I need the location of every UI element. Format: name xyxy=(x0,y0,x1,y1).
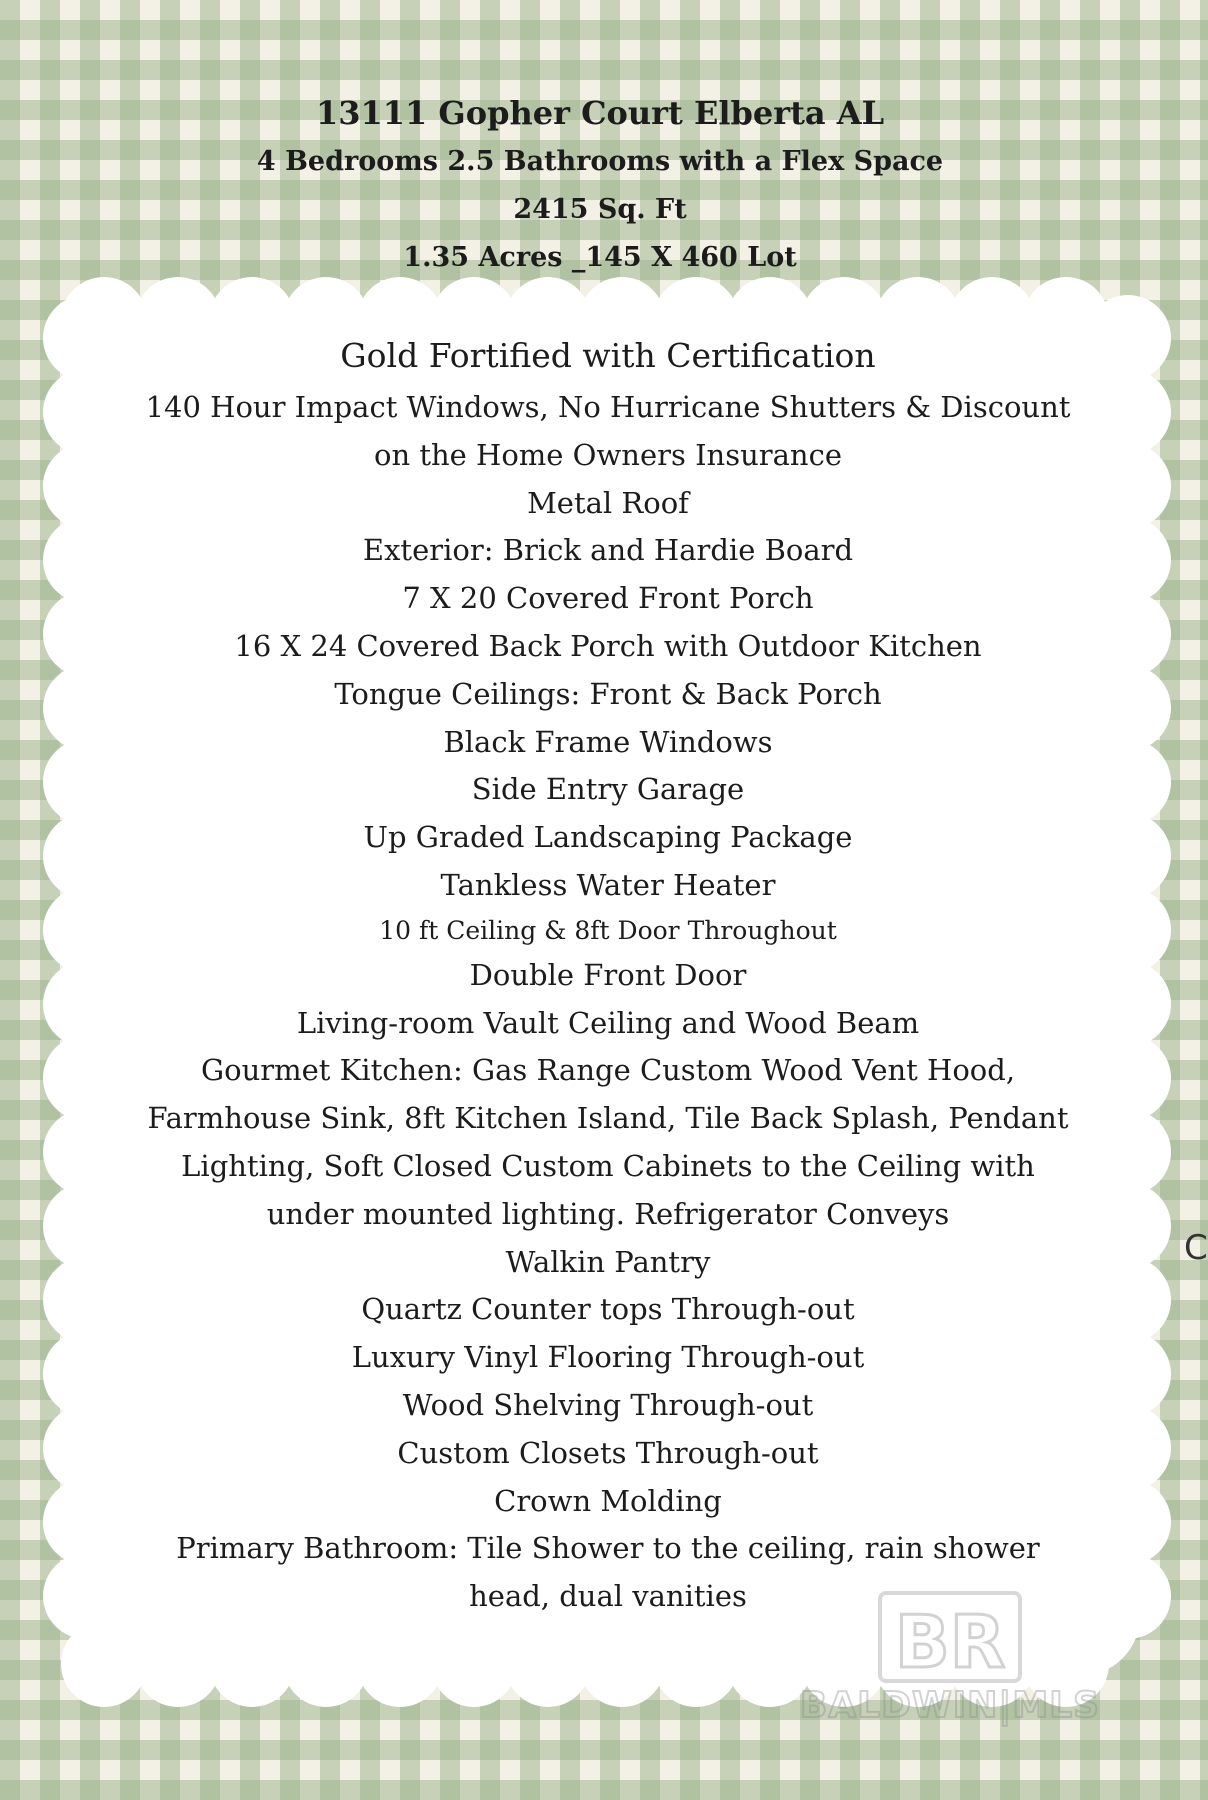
feature-line: Walkin Pantry xyxy=(505,1244,711,1279)
feature-line: under mounted lighting. Refrigerator Conveys xyxy=(266,1196,950,1231)
lot-size: 1.35 Acres _145 X 460 Lot xyxy=(403,242,797,273)
features-list xyxy=(100,328,1116,1621)
feature-line: on the Home Owners Insurance xyxy=(373,437,843,472)
edge-glyph: C xyxy=(1184,1228,1208,1268)
feature-line: 10 ft Ceiling & 8ft Door Throughout xyxy=(379,915,837,945)
feature-line: Gold Fortified with Certification xyxy=(340,336,876,375)
listing-header xyxy=(0,88,1200,282)
feature-line: Up Graded Landscaping Package xyxy=(363,820,853,855)
feature-line: 140 Hour Impact Windows, No Hurricane Shutters & Discount xyxy=(145,390,1071,424)
feature-line: 16 X 24 Covered Back Porch with Outdoor Kitchen xyxy=(234,628,982,663)
feature-line: Side Entry Garage xyxy=(471,772,745,807)
feature-line: Double Front Door xyxy=(469,957,747,992)
address-title: 13111 Gopher Court Elberta AL xyxy=(315,94,885,132)
feature-line: Gourmet Kitchen: Gas Range Custom Wood Vent Hood, xyxy=(200,1053,1016,1088)
feature-line: Primary Bathroom: Tile Shower to the ceiling, rain shower xyxy=(176,1531,1040,1566)
feature-line: Metal Roof xyxy=(527,485,689,520)
beds-baths: 4 Bedrooms 2.5 Bathrooms with a Flex Space xyxy=(256,146,944,177)
feature-line: Living-room Vault Ceiling and Wood Beam xyxy=(296,1005,920,1040)
feature-line: Quartz Counter tops Through-out xyxy=(361,1292,855,1327)
feature-line: Lighting, Soft Closed Custom Cabinets to the Ceiling with xyxy=(181,1148,1035,1183)
feature-line: Exterior: Brick and Hardie Board xyxy=(362,533,854,568)
feature-line: Tongue Ceilings: Front & Back Porch xyxy=(334,676,882,711)
square-footage: 2415 Sq. Ft xyxy=(513,194,687,225)
feature-line: Crown Molding xyxy=(494,1483,722,1518)
feature-line: head, dual vanities xyxy=(469,1579,747,1614)
feature-line: Tankless Water Heater xyxy=(440,867,776,902)
watermark-text: BALDWIN|MLS xyxy=(799,1685,1101,1726)
feature-line: Luxury Vinyl Flooring Through-out xyxy=(351,1340,865,1375)
feature-line: Farmhouse Sink, 8ft Kitchen Island, Tile Back Splash, Pendant xyxy=(147,1101,1069,1136)
feature-line: Custom Closets Through-out xyxy=(397,1435,819,1470)
feature-line: 7 X 20 Covered Front Porch xyxy=(402,581,814,616)
baldwin-mls-watermark-logo xyxy=(800,1585,1100,1725)
feature-line: Black Frame Windows xyxy=(443,724,773,759)
feature-line: Wood Shelving Through-out xyxy=(402,1387,814,1422)
watermark-logo-letters: BR xyxy=(894,1600,1006,1684)
